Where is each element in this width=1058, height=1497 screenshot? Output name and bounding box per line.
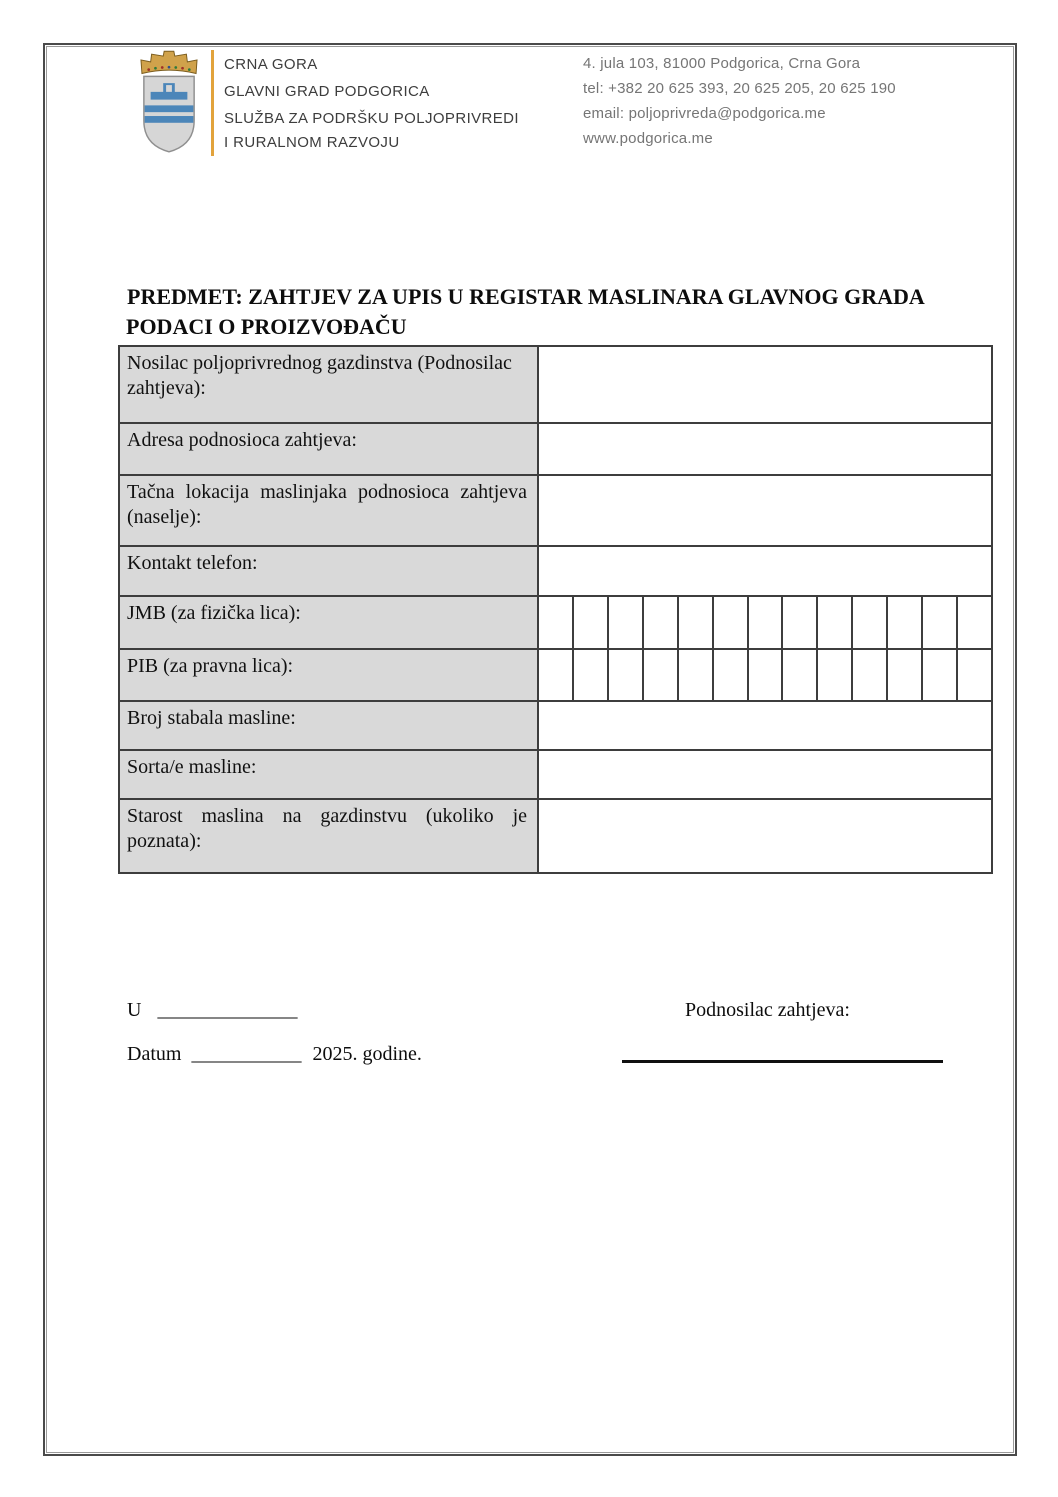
table-row	[119, 701, 992, 750]
field-label-cell: PIB (za pravna lica):	[119, 649, 538, 701]
organization-block	[224, 51, 519, 153]
digit-box	[921, 650, 956, 700]
digit-box	[572, 650, 607, 700]
digit-box	[956, 650, 991, 700]
digit-box	[851, 650, 886, 700]
contact-line: www.podgorica.me	[583, 130, 713, 147]
organization-line: I RURALNOM RAZVOJU	[224, 134, 400, 151]
field-label-cell: Tačna lokacija maslinjaka podnosioca zahtjeva (naselje):	[119, 475, 538, 546]
field-value-cell	[538, 750, 992, 799]
table-row	[119, 346, 992, 423]
digit-box	[747, 597, 782, 648]
date-line	[127, 1043, 422, 1066]
date-blank-line: ___________	[191, 1043, 302, 1065]
table-row	[119, 799, 992, 873]
section-heading: PODACI O PROIZVOĐAČU	[126, 314, 407, 339]
field-value-cell	[538, 701, 992, 750]
digit-box	[642, 650, 677, 700]
field-value-cell	[538, 649, 992, 701]
contact-line: tel: +382 20 625 393, 20 625 205, 20 625 190	[583, 80, 896, 97]
digit-box	[747, 650, 782, 700]
field-value-cell	[538, 799, 992, 873]
digit-box	[539, 650, 572, 700]
digit-box	[921, 597, 956, 648]
table-row	[119, 475, 992, 546]
digit-box	[712, 650, 747, 700]
digit-box	[572, 597, 607, 648]
applicant-label: Podnosilac zahtjeva:	[685, 999, 850, 1021]
digit-box	[886, 650, 921, 700]
field-value-cell	[538, 596, 992, 649]
field-value-cell	[538, 546, 992, 596]
field-label-cell: JMB (za fizička lica):	[119, 596, 538, 649]
digit-box	[851, 597, 886, 648]
contact-line: 4. jula 103, 81000 Podgorica, Crna Gora	[583, 55, 861, 72]
contact-info-block	[583, 51, 896, 151]
field-label-cell: Sorta/e masline:	[119, 750, 538, 799]
digit-box	[781, 650, 816, 700]
digit-box	[816, 650, 851, 700]
digit-box	[642, 597, 677, 648]
field-label-cell: Starost maslina na gazdinstvu (ukoliko je poznata):	[119, 799, 538, 873]
field-label-cell: Kontakt telefon:	[119, 546, 538, 596]
digit-box	[677, 650, 712, 700]
field-label-cell: Adresa podnosioca zahtjeva:	[119, 423, 538, 475]
producer-data-table	[118, 345, 993, 874]
table-row	[119, 649, 992, 701]
place-blank-line: ______________	[157, 999, 298, 1021]
table-row	[119, 596, 992, 649]
digit-box	[607, 650, 642, 700]
digit-box	[956, 597, 991, 648]
digit-box	[781, 597, 816, 648]
applicant-signature-line	[622, 1060, 943, 1063]
contact-line: email: poljoprivreda@podgorica.me	[583, 105, 826, 122]
field-label-cell: Nosilac poljoprivrednog gazdinstva (Podnosilac zahtjeva):	[119, 346, 538, 423]
field-value-cell	[538, 346, 992, 423]
field-value-cell	[538, 423, 992, 475]
subject-title-line1: PREDMET: ZAHTJEV ZA UPIS U REGISTAR MASLINARA GLAVNOG GRADA	[127, 284, 925, 309]
digit-boxes-grid	[539, 650, 991, 700]
digit-box	[539, 597, 572, 648]
organization-line: SLUŽBA ZA PODRŠKU POLJOPRIVREDI	[224, 110, 519, 127]
header-divider-line	[211, 50, 214, 156]
digit-boxes-grid	[539, 597, 991, 648]
place-line	[127, 999, 297, 1022]
digit-box	[712, 597, 747, 648]
place-label: U	[127, 999, 142, 1021]
table-row	[119, 423, 992, 475]
field-label-cell: Broj stabala masline:	[119, 701, 538, 750]
table-row	[119, 546, 992, 596]
organization-line: GLAVNI GRAD PODGORICA	[224, 83, 430, 100]
digit-box	[886, 597, 921, 648]
digit-box	[607, 597, 642, 648]
organization-line: CRNA GORA	[224, 56, 318, 73]
field-value-cell	[538, 475, 992, 546]
digit-box	[816, 597, 851, 648]
date-year-suffix: 2025. godine.	[312, 1043, 422, 1065]
table-row	[119, 750, 992, 799]
date-label: Datum	[127, 1043, 182, 1065]
digit-box	[677, 597, 712, 648]
podgorica-coat-of-arms-icon	[140, 50, 198, 154]
